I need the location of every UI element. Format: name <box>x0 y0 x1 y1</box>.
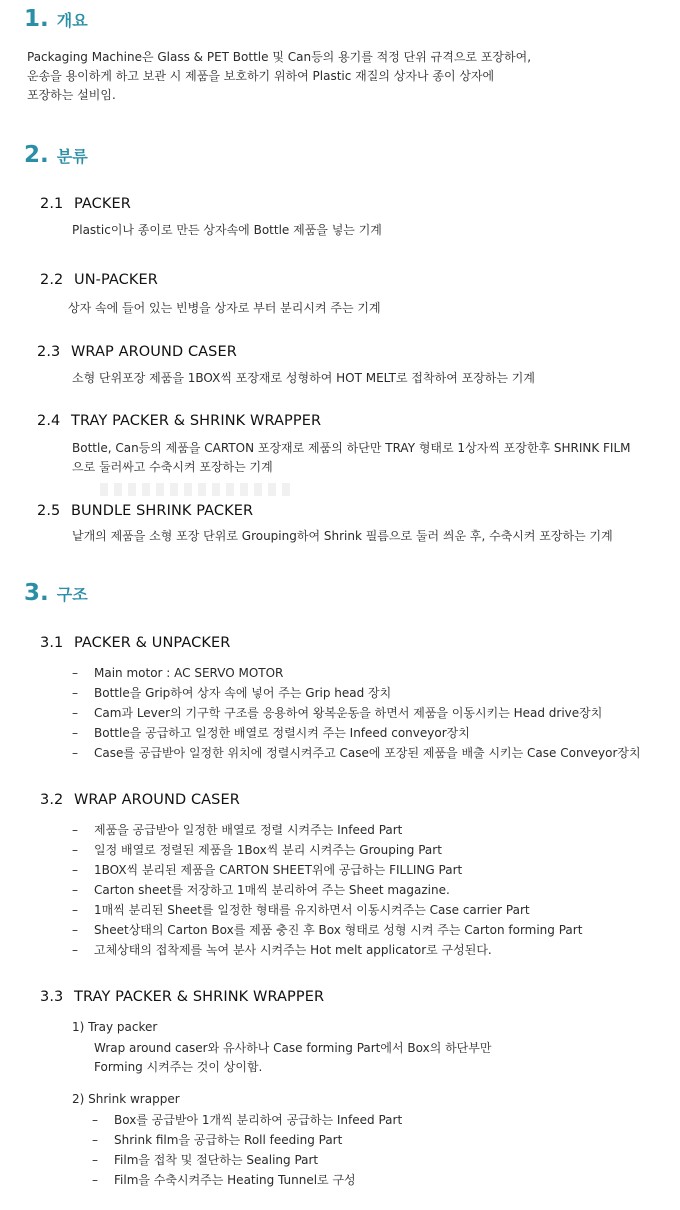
section-title-overview: 1. 개요 <box>24 6 88 32</box>
faint-watermark <box>100 483 290 496</box>
subsection-title-unpacker: 2.2 UN-PACKER <box>40 272 158 288</box>
subsection-desc-tray-packer: Bottle, Can등의 제품을 CARTON 포장재로 제품의 하단만 TRAY 형태로 1상자씩 포장한후 SHRINK FILM 으로 둘러싸고 수축시켜 포장하는 기계 <box>72 441 631 474</box>
subsection-title-tray-packer: 2.4 TRAY PACKER & SHRINK WRAPPER <box>37 413 322 429</box>
overview-paragraph <box>27 48 531 105</box>
subsection-desc-packer: Plastic이나 종이로 만든 상자속에 Bottle 제품을 넣는 기계 <box>72 223 382 237</box>
shrink-wrapper-list <box>92 1110 402 1190</box>
overview-line: 포장하는 설비임. <box>27 88 116 102</box>
subsection-desc-unpacker: 상자 속에 들어 있는 빈병을 상자로 부터 분리시켜 주는 기계 <box>68 301 381 315</box>
overview-line: 운송을 용이하게 하고 보관 시 제품을 보호하기 위하여 Plastic 재질의 상자나 종이 상자에 <box>27 69 495 83</box>
list-item: – Box를 공급받아 1개씩 분리하여 공급하는 Infeed Part <box>92 1113 403 1127</box>
list-item: – Carton sheet를 저장하고 1매씩 분리하여 주는 Sheet magazine. <box>72 883 450 897</box>
list-item: – Main motor : AC SERVO MOTOR <box>72 666 284 680</box>
section-title-structure: 3. 구조 <box>24 580 88 606</box>
subsection-desc-bundle-shrink-packer: 낱개의 제품을 소형 포장 단위로 Grouping하여 Shrink 필름으로 둘러 씌운 후, 수축시켜 포장하는 기계 <box>72 529 613 543</box>
list-item: – Shrink film을 공급하는 Roll feeding Part <box>92 1133 343 1147</box>
packer-unpacker-list <box>72 663 641 763</box>
list-item: – 1매씩 분리된 Sheet를 일정한 형태를 유지하면서 이동시켜주는 Case carrier Part <box>72 903 530 917</box>
list-item: – 1BOX씩 분리된 제품을 CARTON SHEET위에 공급하는 FILLING Part <box>72 863 463 877</box>
subsection-title-packer-unpacker: 3.1 PACKER & UNPACKER <box>40 635 231 651</box>
list-item: – Sheet상태의 Carton Box를 제품 충진 후 Box 형태로 성형 시켜 주는 Carton forming Part <box>72 923 583 937</box>
subsection-title-tray-packer-shrink-wrapper: 3.3 TRAY PACKER & SHRINK WRAPPER <box>40 989 325 1005</box>
subsection-title-bundle-shrink-packer: 2.5 BUNDLE SHRINK PACKER <box>37 503 254 519</box>
subsection-desc-wrap-around-caser: 소형 단위포장 제품을 1BOX씩 포장재로 성형하여 HOT MELT로 접착하여 포장하는 기계 <box>72 371 535 385</box>
list-item: – 제품을 공급받아 일정한 배열로 정렬 시켜주는 Infeed Part <box>72 823 403 837</box>
tray-packer-desc: Wrap around caser와 유사하나 Case forming Part에서 Box의 하단부만 Forming 시켜주는 것이 상이함. <box>94 1041 492 1074</box>
shrink-wrapper-label: 2) Shrink wrapper <box>72 1092 180 1106</box>
list-item: – 일정 배열로 정렬된 제품을 1Box씩 분리 시켜주는 Grouping Part <box>72 843 442 857</box>
wrap-around-caser-list <box>72 820 582 960</box>
overview-line: Packaging Machine은 Glass & PET Bottle 및 Can등의 용기를 적정 단위 규격으로 포장하여, <box>27 50 532 64</box>
list-item: – Bottle을 Grip하여 상자 속에 넣어 주는 Grip head 장치 <box>72 686 392 700</box>
subsection-title-wrap-around-caser: 2.3 WRAP AROUND CASER <box>37 344 237 360</box>
list-item: – 고체상태의 접착제를 녹여 분사 시켜주는 Hot melt applicator로 구성된다. <box>72 943 492 957</box>
list-item: – Cam과 Lever의 기구학 구조를 응용하여 왕복운동을 하면서 제품을 이동시키는 Head drive장치 <box>72 706 603 720</box>
list-item: – Bottle을 공급하고 일정한 배열로 정렬시켜 주는 Infeed conveyor장치 <box>72 726 470 740</box>
list-item: – Film을 수축시켜주는 Heating Tunnel로 구성 <box>92 1173 356 1187</box>
list-item: – Film을 접착 및 절단하는 Sealing Part <box>92 1153 319 1167</box>
subsection-title-packer: 2.1 PACKER <box>40 196 131 212</box>
list-item: – Case를 공급받아 일정한 위치에 정렬시켜주고 Case에 포장된 제품을 배출 시키는 Case Conveyor장치 <box>72 746 641 760</box>
section-title-classification: 2. 분류 <box>24 142 88 168</box>
tray-packer-label: 1) Tray packer <box>72 1020 158 1034</box>
subsection-title-wrap-around-caser-structure: 3.2 WRAP AROUND CASER <box>40 792 240 808</box>
